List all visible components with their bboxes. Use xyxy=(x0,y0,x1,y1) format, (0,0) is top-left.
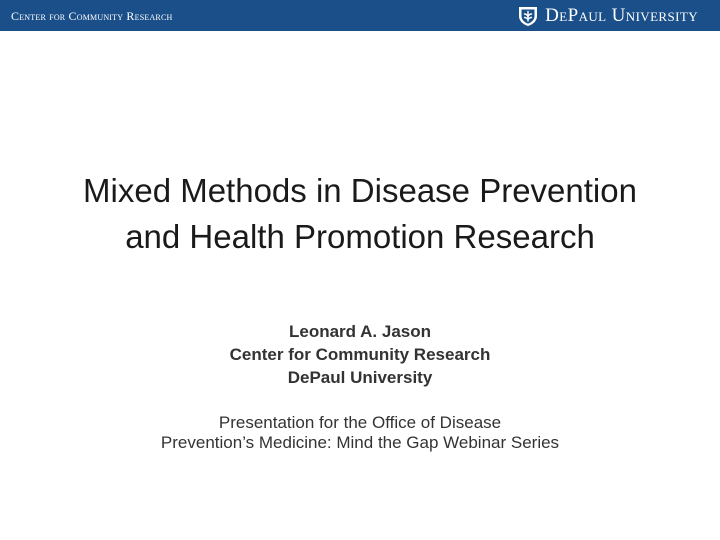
university-logo xyxy=(517,5,698,27)
slide-title xyxy=(20,168,700,260)
presentation-line-2: Prevention’s Medicine: Mind the Gap Webinar Series xyxy=(160,433,560,452)
presentation-note xyxy=(20,413,700,453)
header-bar xyxy=(0,0,720,31)
title-line-1: Mixed Methods in Disease Prevention xyxy=(83,172,637,209)
header-center-name: Center for Community Research xyxy=(11,9,173,23)
author-university: DePaul University xyxy=(287,368,433,387)
title-line-2: and Health Promotion Research xyxy=(125,218,595,255)
author-block xyxy=(20,320,700,389)
author-center: Center for Community Research xyxy=(229,345,491,364)
university-name: DePaul University xyxy=(545,5,698,26)
depaul-shield-icon xyxy=(517,5,539,27)
presentation-line-1: Presentation for the Office of Disease xyxy=(218,413,502,432)
author-name: Leonard A. Jason xyxy=(288,322,431,341)
